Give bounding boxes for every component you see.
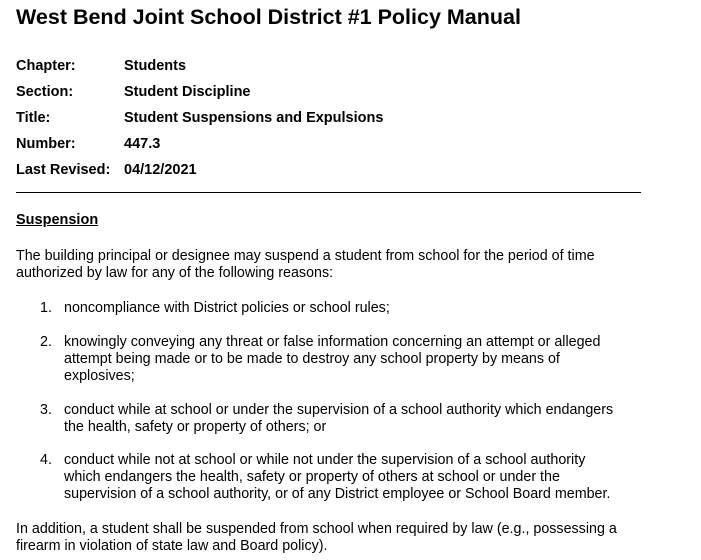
- meta-label: Last Revised:: [16, 162, 111, 178]
- list-line: knowingly conveying any threat or false information concerning an attempt or alleged: [64, 334, 601, 350]
- meta-row-title: [16, 105, 383, 131]
- paragraph-line: firearm in violation of state law and Board policy).: [16, 538, 328, 554]
- list-item-text: [64, 300, 650, 317]
- meta-row-last-revised: [16, 157, 383, 183]
- addition-paragraph: [16, 521, 656, 555]
- meta-value: Students: [124, 58, 187, 74]
- meta-value: 447.3: [124, 136, 161, 152]
- list-line: which endangers the health, safety or property of others at school or under the: [64, 469, 560, 485]
- paragraph-line: The building principal or designee may suspend a student from school for the period of time: [16, 248, 595, 264]
- list-item: [40, 402, 650, 436]
- list-line: noncompliance with District policies or school rules;: [64, 300, 390, 316]
- list-line: conduct while not at school or while not under the supervision of a school authority: [64, 452, 586, 468]
- list-item: [40, 334, 650, 385]
- meta-value: Student Discipline: [124, 84, 251, 100]
- meta-row-section: [16, 79, 383, 105]
- meta-label: Chapter:: [16, 58, 76, 74]
- list-line: supervision of a school authority, or of any District employee or School Board member.: [64, 486, 611, 502]
- page-title: West Bend Joint School District #1 Policy Manual: [16, 5, 521, 29]
- list-item: [40, 300, 650, 317]
- list-line: attempt being made or to be made to destroy any school property by means of: [64, 351, 560, 367]
- list-item-text: [64, 334, 650, 385]
- paragraph-line: authorized by law for any of the following reasons:: [16, 265, 334, 281]
- meta-row-number: [16, 131, 383, 157]
- list-number: 2.: [40, 334, 52, 350]
- list-number: 3.: [40, 402, 52, 418]
- list-line: the health, safety or property of others; or: [64, 419, 327, 435]
- intro-paragraph: [16, 248, 656, 282]
- policy-metadata: [16, 53, 383, 183]
- list-line: explosives;: [64, 368, 135, 384]
- list-item: [40, 452, 650, 503]
- meta-label: Number:: [16, 136, 76, 152]
- meta-label: Section:: [16, 84, 74, 100]
- list-number: 4.: [40, 452, 52, 468]
- horizontal-divider: [16, 192, 641, 193]
- paragraph-line: In addition, a student shall be suspended from school when required by law (e.g., possessing a: [16, 521, 617, 537]
- list-number: 1.: [40, 300, 52, 316]
- meta-row-chapter: [16, 53, 383, 79]
- list-item-text: [64, 402, 650, 436]
- section-heading-suspension: Suspension: [16, 212, 99, 228]
- meta-value: Student Suspensions and Expulsions: [124, 110, 384, 126]
- meta-value: 04/12/2021: [124, 162, 197, 178]
- meta-label: Title:: [16, 110, 51, 126]
- list-item-text: [64, 452, 650, 503]
- list-line: conduct while at school or under the supervision of a school authority which endangers: [64, 402, 614, 418]
